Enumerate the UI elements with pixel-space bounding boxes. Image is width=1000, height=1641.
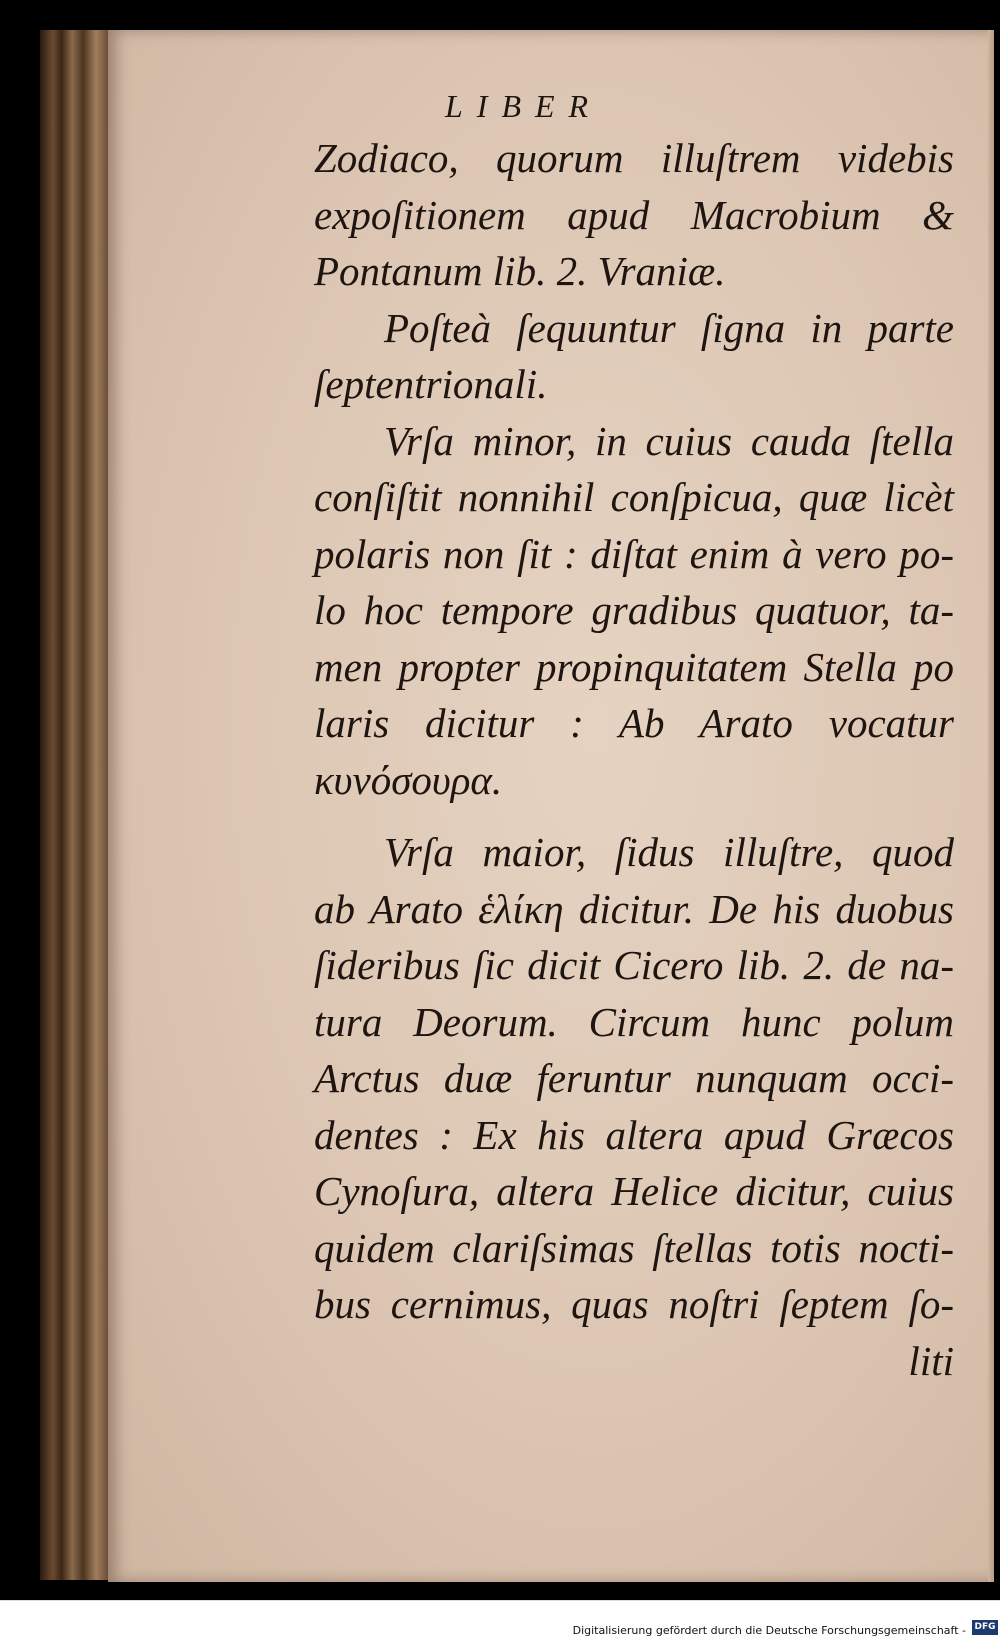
text-line: Zodiaco, quorum illuſtrem videbis (314, 135, 954, 181)
text-line: ſeptentrionali. (314, 361, 548, 407)
text-line: Poſteà ſequuntur ſigna in parte (384, 304, 954, 351)
text-line: conſiſtit nonnihil conſpicua, quæ licèt (314, 474, 954, 520)
dfg-logo[interactable]: DFG (972, 1620, 998, 1635)
text-line: ab Arato ἑλίκη dicitur. De his duobus (314, 885, 954, 932)
text-line: laris dicitur : Ab Arato vocatur (314, 700, 954, 746)
text-line: lo hoc tempore gradibus quatuor, ta- (314, 587, 954, 633)
book-spine (40, 30, 112, 1580)
text-line: men propter propinquitatem Stella po (314, 643, 954, 690)
text-line: bus cernimus, quas noſtri ſeptem ſo- (314, 1281, 954, 1327)
text-line: Vrſa minor, in cuius cauda ſtella (384, 417, 954, 464)
page-text (314, 130, 954, 1389)
text-line: Cynoſura, altera Helice dicitur, cuius (314, 1168, 954, 1214)
text-line: dentes : Ex his altera apud Græcos (314, 1111, 954, 1158)
text-line: Arctus duæ feruntur nunquam occi- (314, 1055, 954, 1101)
text-line: expoſitionem apud Macrobium & (314, 191, 954, 238)
footer-bar (0, 1600, 1000, 1641)
text-line: quidem clariſsimas ſtellas totis nocti- (314, 1224, 954, 1271)
text-line: Pontanum lib. 2. Vraniæ. (314, 248, 726, 294)
funding-credit: Digitalisierung gefördert durch die Deutsche Forschungsgemeinschaft - (572, 1624, 966, 1637)
text-line: ſideribus ſic dicit Cicero lib. 2. de na- (314, 942, 954, 988)
text-line: tura Deorum. Circum hunc polum (314, 998, 954, 1045)
page-edge (988, 30, 994, 1582)
catchword: liti (908, 1337, 954, 1384)
text-line: κυνόσουρα. (314, 756, 503, 803)
running-header: LIBER (445, 88, 603, 124)
text-line: Vrſa maior, ſidus illuſtre, quod (384, 829, 954, 875)
text-line: polaris non ſit : diſtat enim à vero po- (314, 530, 954, 577)
